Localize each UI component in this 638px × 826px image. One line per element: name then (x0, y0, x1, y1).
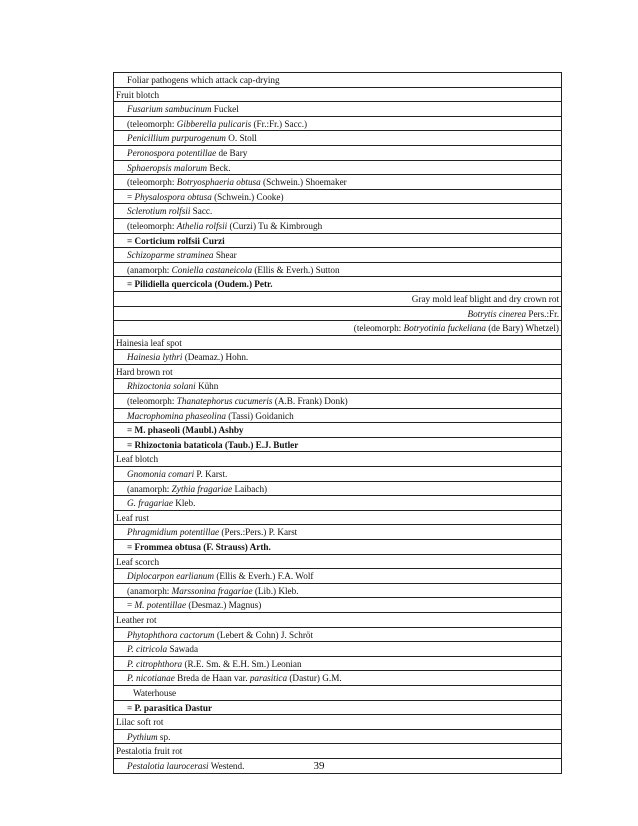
disease-name-row (114, 88, 561, 103)
row-text: Athelia rolfsii (176, 220, 228, 231)
row-text: Gibberella pulicaris (176, 118, 252, 129)
row-text: Pestalotia laurocerasi (127, 760, 209, 771)
row-text: Hard brown rot (116, 366, 173, 377)
disease-name-row (114, 555, 561, 570)
pathogen-row (114, 204, 561, 219)
pathogen-row (114, 467, 561, 482)
pathogen-row (114, 131, 561, 146)
row-text: (teleomorph: (127, 220, 177, 231)
row-text: Marssonina fragariae (171, 585, 253, 596)
row-text: Coniella castaneicola (171, 264, 253, 275)
pathogen-row (114, 628, 561, 643)
row-text: (Schwein.) Cooke) (211, 191, 284, 202)
row-text: Schizoparme straminea (127, 250, 214, 261)
row-text: Shear (213, 250, 237, 261)
pathogen-row (114, 161, 561, 176)
pathogen-row (114, 525, 561, 540)
row-text: (teleomorph: (127, 396, 177, 407)
pathogen-row (114, 569, 561, 584)
pathogen-row (114, 277, 561, 292)
pathogen-row (114, 175, 561, 190)
row-text: Leaf blotch (116, 454, 159, 465)
row-text: Leaf rust (116, 512, 149, 523)
row-text: P. Karst. (194, 469, 228, 480)
row-text: (Desmaz.) Magnus) (186, 600, 262, 611)
row-text: Leaf scorch (116, 556, 160, 567)
row-text: Macrophomina phaseolina (127, 410, 226, 421)
pathogen-row (114, 438, 561, 453)
row-text: Gnomonia comari (127, 469, 195, 480)
row-text: parasitica (249, 673, 288, 684)
pathogen-row (114, 584, 561, 599)
pathogen-row (114, 423, 561, 438)
row-text: Pythium (127, 731, 158, 742)
row-text: Pers.:Fr. (526, 308, 559, 319)
pathogen-row (114, 701, 561, 716)
pathogen-row (114, 321, 561, 336)
row-text: Thanatephorus cucumeris (176, 396, 273, 407)
pathogen-row (114, 190, 561, 205)
row-text: Zythia fragariae (171, 483, 233, 494)
pathogen-row (114, 657, 561, 672)
row-text: Rhizoctonia solani (127, 381, 196, 392)
pathogen-row (114, 350, 561, 365)
row-text: Beck. (207, 162, 231, 173)
disease-name-row (114, 365, 561, 380)
pathogen-row (114, 73, 561, 88)
row-text: Physalospora obtusa (134, 191, 212, 202)
row-text: (Schwein.) Shoemaker (260, 177, 347, 188)
pathogen-row (114, 307, 561, 322)
row-text: = Frommea obtusa (F. Strauss) Arth. (127, 542, 271, 552)
row-text: Lilac soft rot (116, 717, 164, 728)
row-text: Penicillium purpurogenum (127, 133, 226, 144)
row-text: P. nicotianae (127, 673, 175, 684)
pathogen-row (114, 671, 561, 686)
pathogen-row (114, 263, 561, 278)
row-text: Foliar pathogens which attack cap-drying (127, 75, 280, 85)
row-text: P. citrophthora (127, 658, 183, 669)
row-text: = (127, 191, 135, 202)
pathogen-row (114, 482, 561, 497)
page-number: 39 (313, 760, 325, 772)
row-text: Fuckel (211, 104, 239, 115)
row-text: P. citricola (127, 644, 168, 655)
row-text: (Deamaz.) Hohn. (182, 352, 249, 363)
row-text: Peronospora potentillae (127, 147, 217, 158)
disease-name-row (114, 511, 561, 526)
row-text: (teleomorph: (127, 177, 177, 188)
row-text: Hainesia lythri (127, 352, 183, 363)
row-text: Westend. (208, 760, 245, 771)
pathogen-row (114, 234, 561, 249)
row-text: (Dastur) G.M. (287, 673, 342, 684)
row-text: = (127, 600, 135, 611)
row-text: Pestalotia fruit rot (116, 746, 183, 757)
row-text: (anamorph: (127, 264, 172, 275)
pathogen-row (114, 394, 561, 409)
pathogen-row (114, 686, 561, 701)
row-text: Botryosphaeria obtusa (176, 177, 261, 188)
row-text: Fruit blotch (116, 89, 160, 100)
row-text: (anamorph: (127, 483, 172, 494)
row-text: (A.B. Frank) Donk) (272, 396, 348, 407)
row-text: G. fragariae (127, 498, 173, 509)
row-text: (teleomorph: (353, 323, 404, 334)
pathogen-row (114, 219, 561, 234)
pathogen-table (113, 72, 562, 774)
disease-name-row (114, 715, 561, 730)
row-text: (anamorph: (127, 585, 172, 596)
disease-name-row (114, 452, 561, 467)
row-text: Botryotinia fuckeliana (403, 323, 486, 334)
pathogen-row (114, 379, 561, 394)
row-text: Fusarium sambucinum (127, 104, 212, 115)
pathogen-row (114, 248, 561, 263)
row-text: Kleb. (172, 498, 196, 509)
row-text: Gray mold leaf blight and dry crown rot (411, 293, 559, 304)
row-text: Botrytis cinerea (467, 308, 527, 319)
row-text: Hainesia leaf spot (116, 337, 182, 348)
pathogen-row (114, 496, 561, 511)
row-text: (Fr.:Fr.) Sacc.) (251, 118, 308, 129)
row-text: = P. parasitica Dastur (127, 702, 213, 713)
pathogen-row (114, 102, 561, 117)
pathogen-row (114, 146, 561, 161)
pathogen-row (114, 117, 561, 132)
row-text: Breda de Haan var. (174, 673, 250, 684)
row-text: sp. (157, 731, 171, 742)
row-text: = M. phaseoli (Maubl.) Ashby (127, 425, 244, 436)
row-text: (Curzi) Tu & Kimbrough (227, 220, 323, 231)
row-text: Sacc. (190, 206, 213, 217)
row-text: O. Stoll (225, 133, 257, 144)
row-text: Phytophthora cactorum (127, 629, 215, 640)
pathogen-row (114, 598, 561, 613)
row-text: (Lib.) Kleb. (252, 585, 299, 596)
row-text: Sphaeropsis malorum (127, 162, 208, 173)
row-text: Kühn (195, 381, 219, 392)
pathogen-row (114, 642, 561, 657)
pathogen-row (114, 730, 561, 745)
row-text: (Pers.:Pers.) P. Karst (219, 527, 298, 538)
row-text: (de Bary) Whetzel) (485, 323, 559, 334)
row-text: Laibach) (232, 483, 268, 494)
row-text: Sclerotium rolfsii (127, 206, 191, 217)
row-text: (R.E. Sm. & E.H. Sm.) Leonian (182, 658, 302, 669)
row-text: (Tassi) Goidanich (225, 410, 294, 421)
row-text: M. potentillae (134, 600, 187, 611)
row-text: Waterhouse (133, 687, 177, 698)
row-text: (Ellis & Everh.) Sutton (252, 264, 340, 275)
row-text: (teleomorph: (127, 118, 177, 129)
row-text: (Ellis & Everh.) F.A. Wolf (214, 571, 314, 582)
row-text: Leather rot (116, 614, 157, 625)
row-text: = Corticium rolfsii Curzi (127, 235, 225, 246)
pathogen-row (114, 409, 561, 424)
row-text: (Lebert & Cohn) J. Schröt (214, 629, 314, 640)
disease-name-row (114, 744, 561, 759)
row-text: Phragmidium potentillae (127, 527, 220, 538)
row-text: Diplocarpon earlianum (127, 571, 215, 582)
pathogen-row (114, 292, 561, 307)
row-text: = Rhizoctonia bataticola (Taub.) E.J. Butler (127, 439, 299, 450)
pathogen-row (114, 540, 561, 555)
row-text: Sawada (167, 644, 199, 655)
row-text: = Pilidiella quercicola (Oudem.) Petr. (127, 279, 273, 290)
disease-name-row (114, 613, 561, 628)
disease-name-row (114, 336, 561, 351)
row-text: de Bary (216, 147, 248, 158)
